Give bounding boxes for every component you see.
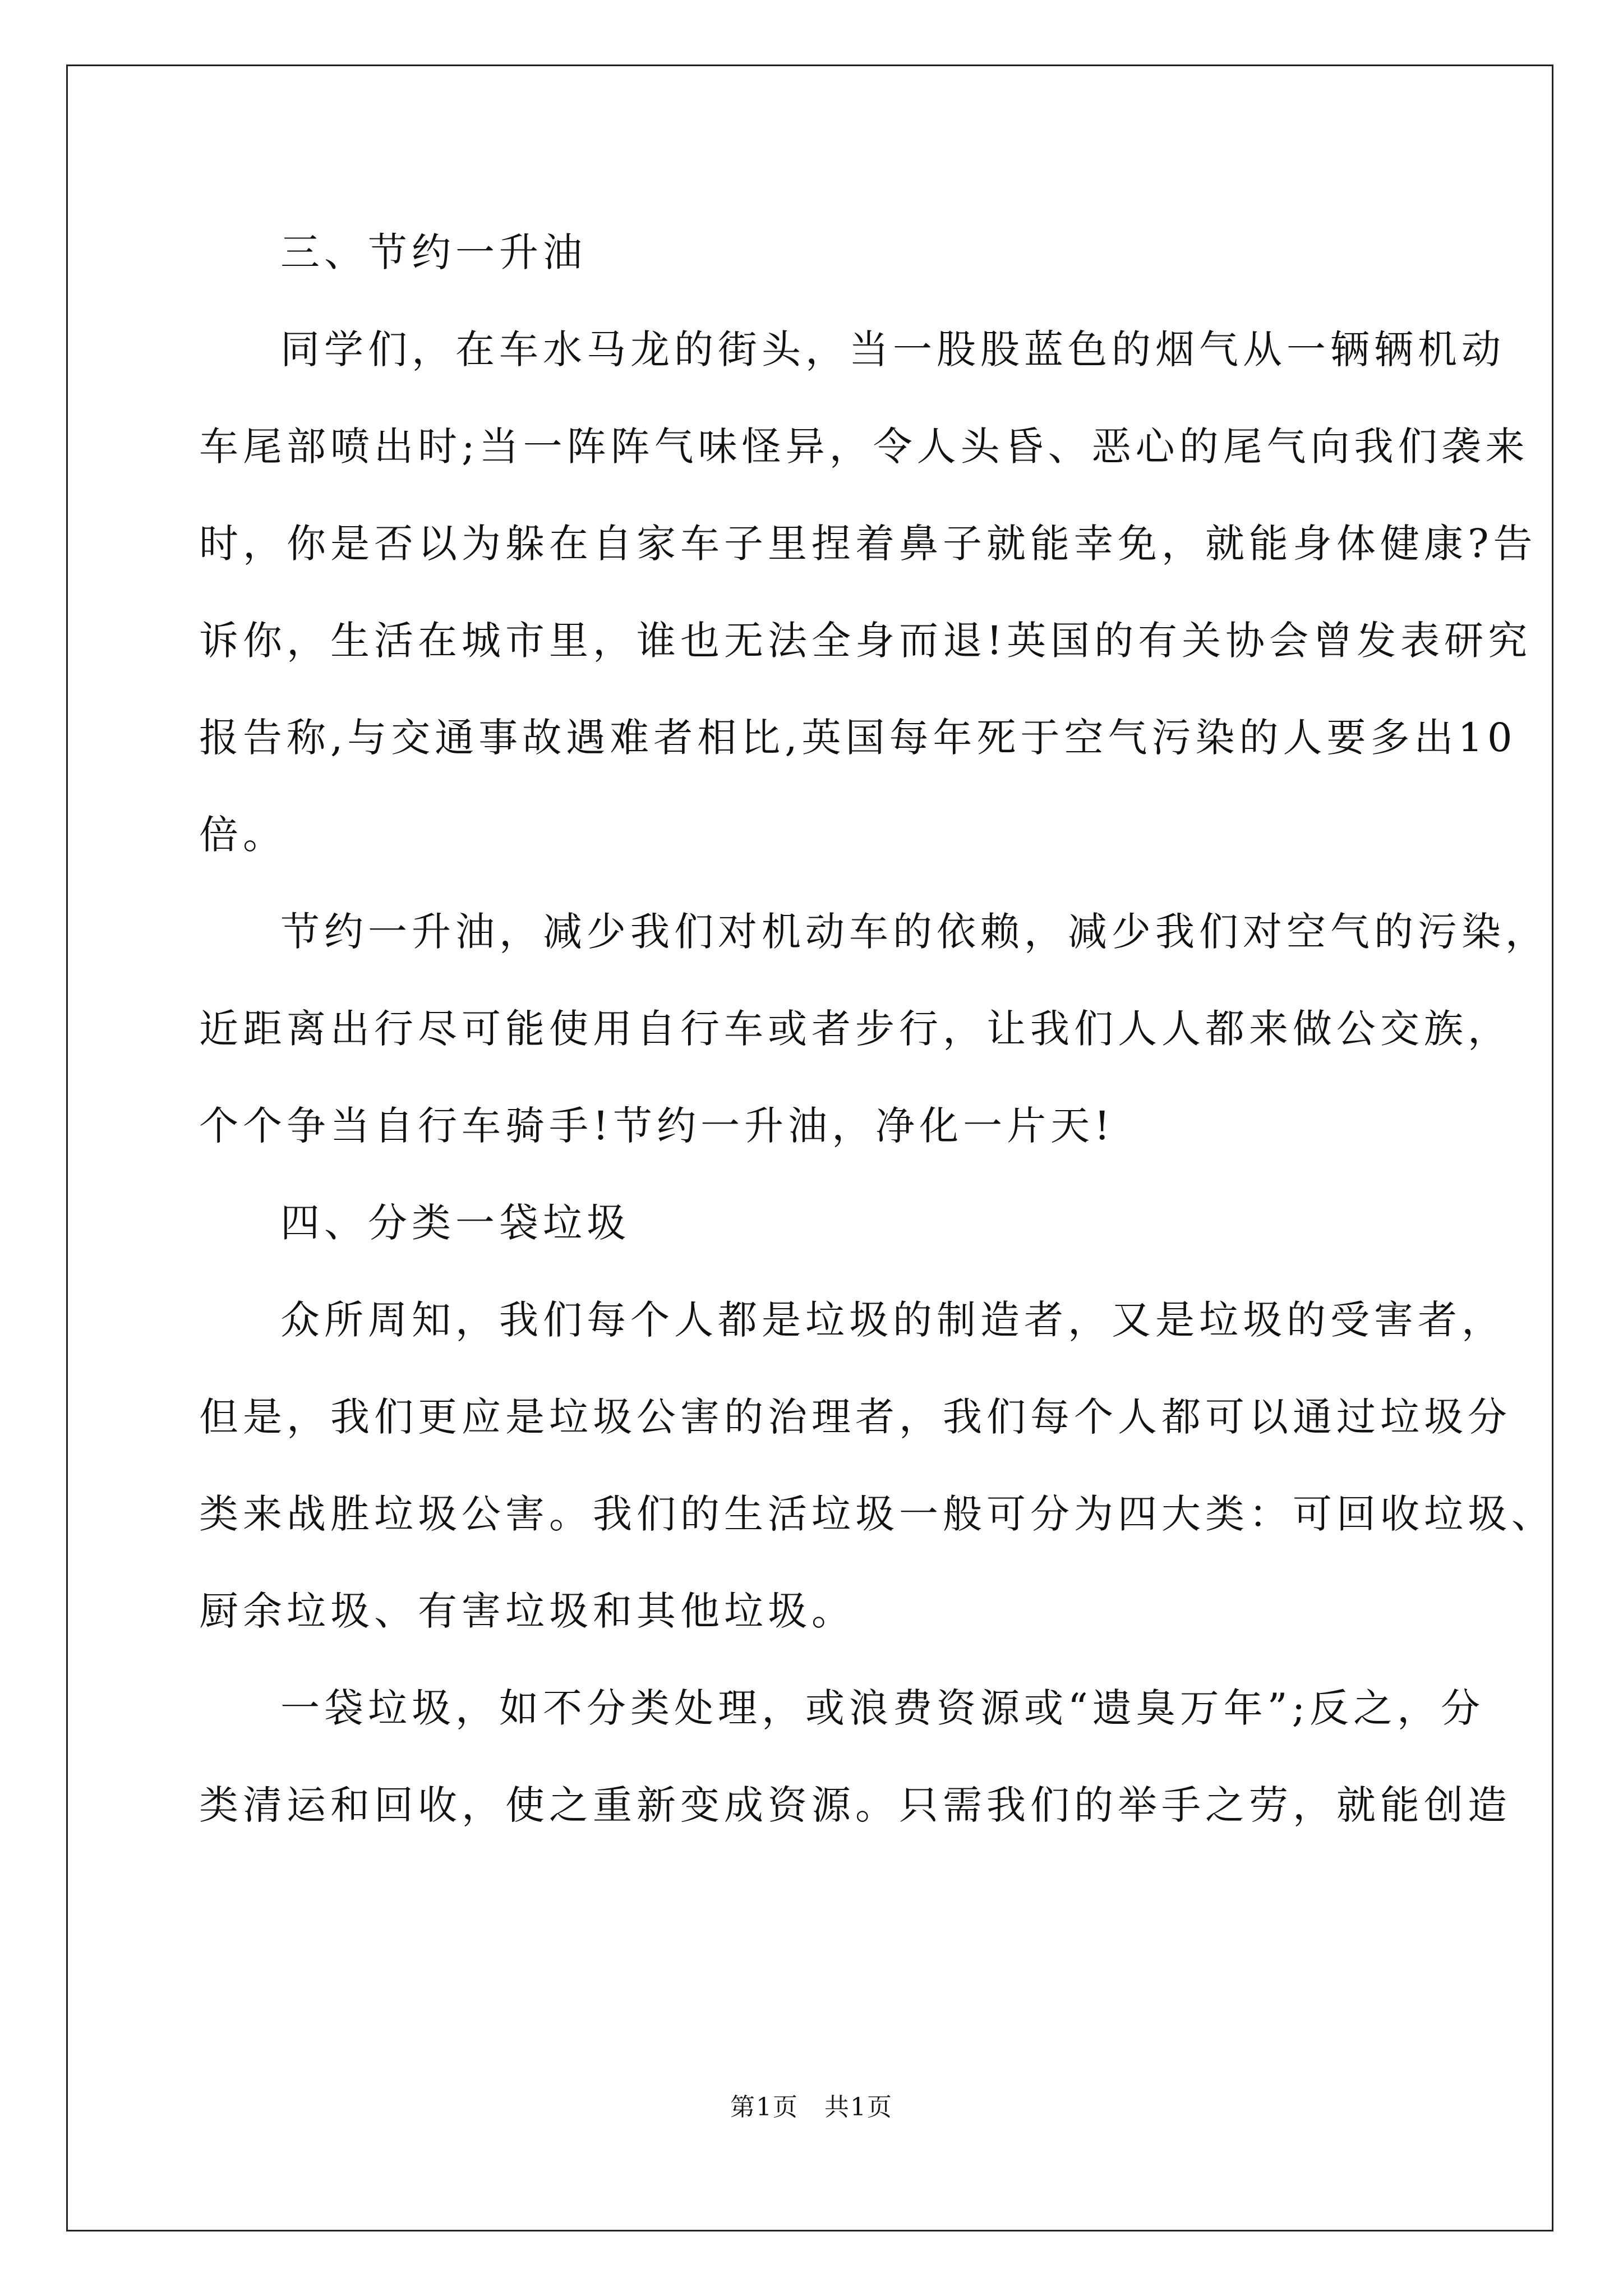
paragraph-line: 车尾部喷出时;当一阵阵气味怪异，令人头昏、恶心的尾气向我们袭来	[199, 424, 1529, 470]
document-body	[199, 208, 1555, 1857]
paragraph-line: 近距离出行尽可能使用自行车或者步行，让我们人人都来做公交族，	[199, 1006, 1511, 1052]
paragraph-line: 类清运和回收，使之重新变成资源。只需我们的举手之劳，就能创造	[199, 1782, 1511, 1828]
paragraph-line: 诉你，生活在城市里，谁也无法全身而退!英国的有关协会曾发表研究	[199, 618, 1532, 664]
paragraph-line: 节约一升油，减少我们对机动车的依赖，减少我们对空气的污染，	[280, 909, 1549, 955]
paragraph-line: 时，你是否以为躲在自家车子里捏着鼻子就能幸免，就能身体健康?告	[199, 521, 1537, 567]
paragraph-line: 同学们，在车水马龙的街头，当一股股蓝色的烟气从一辆辆机动	[280, 326, 1505, 372]
section-heading-3: 三、节约一升油	[280, 229, 587, 275]
paragraph-line: 报告称,与交通事故遇难者相比,英国每年死于空气污染的人要多出10	[199, 715, 1517, 761]
paragraph-line: 厨余垃圾、有害垃圾和其他垃圾。	[199, 1588, 855, 1634]
paragraph-line: 一袋垃圾，如不分类处理，或浪费资源或“遗臭万年”;反之，分	[280, 1685, 1485, 1731]
section-heading-4: 四、分类一袋垃圾	[280, 1200, 630, 1246]
paragraph-line: 类来战胜垃圾公害。我们的生活垃圾一般可分为四大类：可回收垃圾、	[199, 1491, 1555, 1537]
paragraph-line: 但是，我们更应是垃圾公害的治理者，我们每个人都可以通过垃圾分	[199, 1394, 1511, 1440]
paragraph-line: 倍。	[199, 812, 287, 858]
paragraph-line: 个个争当自行车骑手!节约一升油，净化一片天!	[199, 1103, 1115, 1149]
paragraph-line: 众所周知，我们每个人都是垃圾的制造者，又是垃圾的受害者，	[280, 1297, 1505, 1343]
page-number-footer: 第1页 共1页	[730, 2093, 893, 2122]
